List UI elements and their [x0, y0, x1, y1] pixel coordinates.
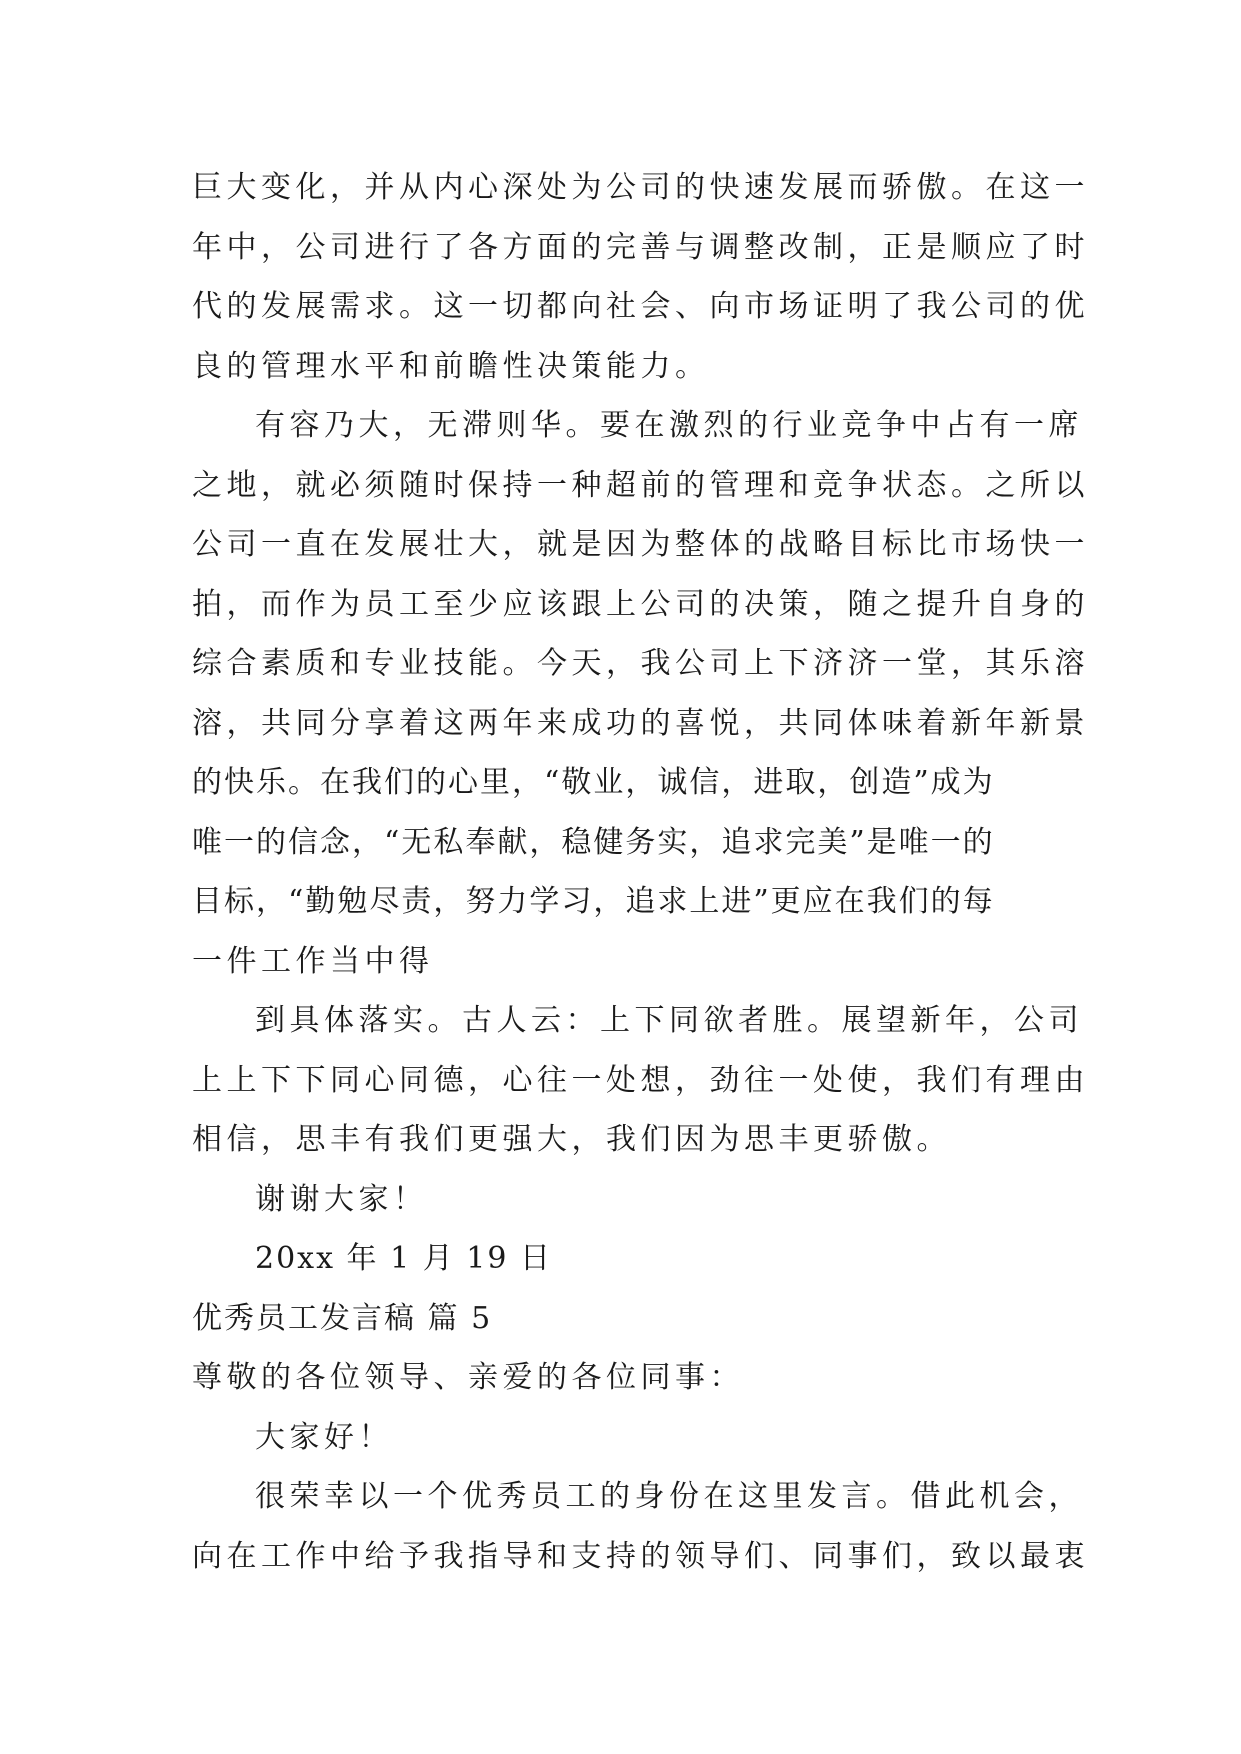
text-line: 相信，思丰有我们更强大，我们因为思丰更骄傲。 — [192, 1122, 951, 1157]
salutation: 尊敬的各位领导、亲爱的各位同事： — [192, 1360, 744, 1395]
text-line: 年中，公司进行了各方面的完善与调整改制，正是顺应了时 — [192, 229, 1089, 265]
closing-thanks: 谢谢大家！ — [255, 1181, 428, 1217]
text-line: 良的管理水平和前瞻性决策能力。 — [192, 348, 710, 384]
text-line: 拍，而作为员工至少应该跟上公司的决策，随之提升自身的 — [192, 586, 1089, 622]
document-body — [192, 158, 1089, 1586]
text-line: 巨大变化，并从内心深处为公司的快速发展而骄傲。在这一 — [192, 170, 1089, 205]
text-line: 溶，共同分享着这两年来成功的喜悦，共同体味着新年新景 — [192, 705, 1089, 741]
text-line: 上上下下同心同德，心往一处想，劲往一处使，我们有理由 — [192, 1062, 1089, 1098]
text-line: 向在工作中给予我指导和支持的领导们、同事们，致以最衷 — [192, 1538, 1089, 1574]
text-line: 代的发展需求。这一切都向社会、向市场证明了我公司的优 — [192, 289, 1089, 324]
text-line: 之地，就必须随时保持一种超前的管理和竞争状态。之所以 — [192, 467, 1089, 503]
text-line: 目标，“勤勉尽责，努力学习，追求上进”更应在我们的每 — [192, 884, 995, 919]
text-line: 公司一直在发展壮大，就是因为整体的战略目标比市场快一 — [192, 527, 1089, 562]
text-line: 唯一的信念，“无私奉献，稳健务实，追求完美”是唯一的 — [192, 824, 995, 860]
section-heading: 优秀员工发言稿 篇 5 — [192, 1300, 493, 1336]
text-line: 一件工作当中得 — [192, 943, 434, 979]
text-line: 的快乐。在我们的心里，“敬业，诚信，进取，创造”成为 — [192, 765, 995, 800]
greeting: 大家好！ — [255, 1419, 393, 1455]
text-line: 很荣幸以一个优秀员工的身份在这里发言。借此机会， — [255, 1479, 1083, 1514]
text-line: 综合素质和专业技能。今天，我公司上下济济一堂，其乐溶 — [192, 646, 1089, 681]
text-line: 到具体落实。古人云：上下同欲者胜。展望新年，公司 — [255, 1003, 1083, 1038]
text-line: 有容乃大，无滞则华。要在激烈的行业竞争中占有一席 — [255, 408, 1083, 443]
speech-date: 20xx 年 1 月 19 日 — [255, 1241, 552, 1276]
